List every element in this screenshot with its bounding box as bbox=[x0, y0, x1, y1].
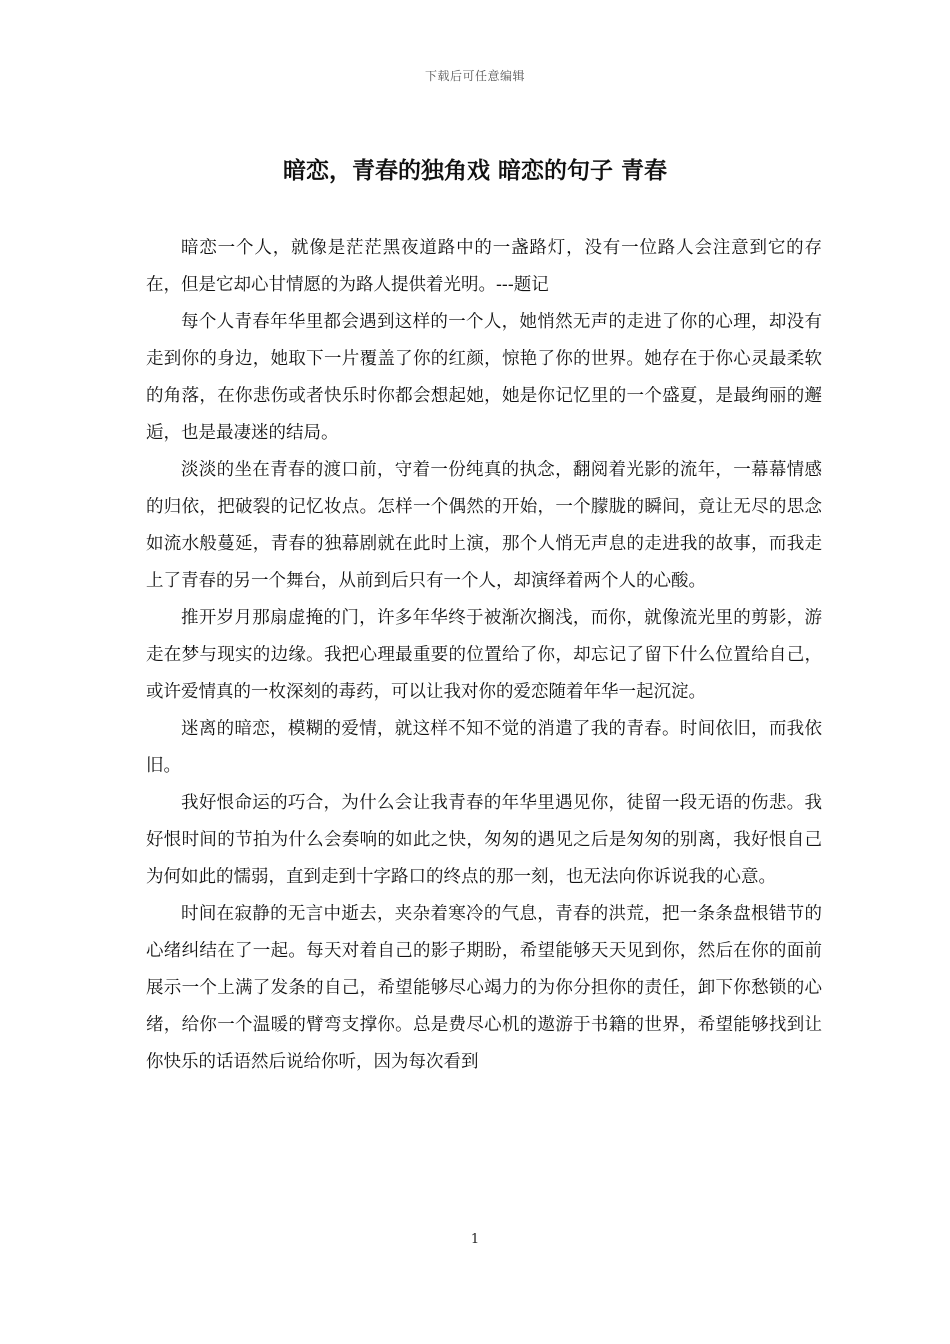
document-body bbox=[146, 230, 822, 1081]
document-title: 暗恋，青春的独角戏 暗恋的句子 青春 bbox=[282, 157, 667, 184]
paragraph: 淡淡的坐在青春的渡口前，守着一份纯真的执念，翻阅着光影的流年，一幕幕情感的归依，把破裂的记忆妆点。怎样一个偶然的开始，一个朦胧的瞬间，竟让无尽的思念如流水般蔓延，青春的独幕剧就在此时上演，那个人悄无声息的走进我的故事，而我走上了青春的另一个舞台，从前到后只有一个人，却演绎着两个人的心酸。 bbox=[146, 460, 822, 591]
paragraph: 时间在寂静的无言中逝去，夹杂着寒冷的气息，青春的洪荒，把一条条盘根错节的心绪纠结在了一起。每天对着自己的影子期盼，希望能够天天见到你，然后在你的面前展示一个上满了发条的自己，希望能够尽心竭力的为你分担你的责任，卸下你愁锁的心绪，给你一个温暖的臂弯支撑你。总是费尽心机的遨游于书籍的世界，希望能够找到让你快乐的话语然后说给你听，因为每次看到 bbox=[146, 904, 822, 1072]
page-number: 1 bbox=[470, 1232, 480, 1247]
paragraph: 每个人青春年华里都会遇到这样的一个人，她悄然无声的走进了你的心理，却没有走到你的身边，她取下一片覆盖了你的红颜，惊艳了你的世界。她存在于你心灵最柔软的角落，在你悲伤或者快乐时你都会想起她，她是你记忆里的一个盛夏，是最绚丽的邂逅，也是最凄迷的结局。 bbox=[146, 312, 822, 443]
paragraph: 推开岁月那扇虚掩的门，许多年华终于被渐次搁浅，而你，就像流光里的剪影，游走在梦与现实的边缘。我把心理最重要的位置给了你，却忘记了留下什么位置给自己，或许爱情真的一枚深刻的毒药，可以让我对你的爱恋随着年华一起沉淀。 bbox=[146, 608, 822, 702]
paragraph: 我好恨命运的巧合，为什么会让我青春的年华里遇见你，徒留一段无语的伤悲。我好恨时间的节拍为什么会奏响的如此之快，匆匆的遇见之后是匆匆的别离，我好恨自己为何如此的懦弱，直到走到十字路口的终点的那一刻，也无法向你诉说我的心意。 bbox=[146, 793, 822, 887]
paragraph: 迷离的暗恋，模糊的爱情，就这样不知不觉的消遣了我的青春。时间依旧，而我依旧。 bbox=[146, 719, 822, 776]
paragraph-epigraph: 暗恋一个人，就像是茫茫黑夜道路中的一盏路灯，没有一位路人会注意到它的存在，但是它却心甘情愿的为路人提供着光明。---题记 bbox=[146, 238, 822, 295]
header-note: 下载后可任意编辑 bbox=[424, 69, 525, 83]
